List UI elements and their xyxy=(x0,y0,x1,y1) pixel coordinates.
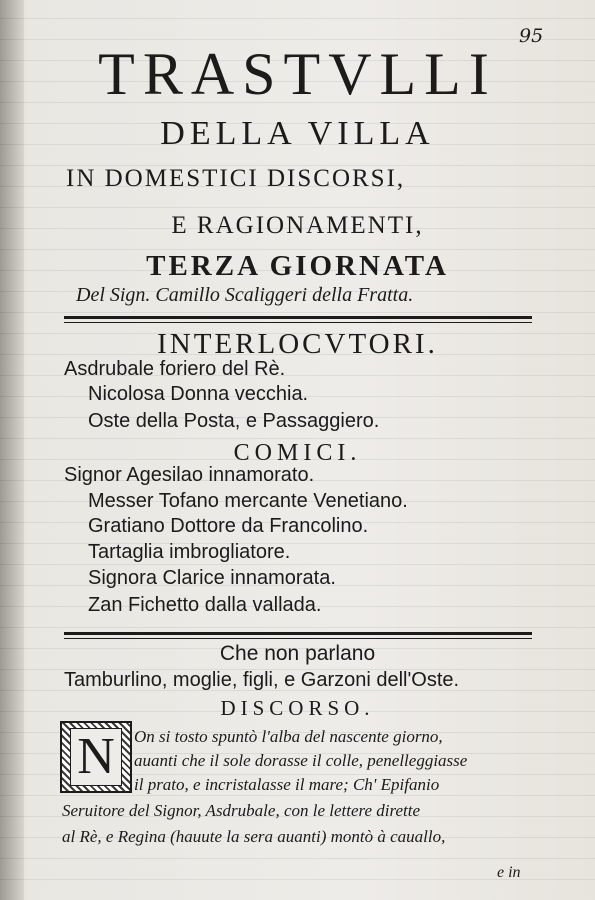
title-line-4: E RAGIONAMENTI, xyxy=(171,212,424,239)
catchword: e in xyxy=(497,864,521,881)
paragraph-line: al Rè, e Regina (hauute la sera auanti) montò à cauallo, xyxy=(62,827,446,846)
page-number: 95 xyxy=(519,25,544,47)
comico-item: Gratiano Dottore da Francolino. xyxy=(88,515,369,537)
title-line-1: TRASTVLLI xyxy=(98,41,497,107)
paragraph-line: auanti che il sole dorasse il colle, penelleggiasse xyxy=(134,751,468,770)
interlocutor-item: Nicolosa Donna vecchia. xyxy=(88,383,309,405)
paragraph-line: il prato, e incristalasse il mare; Ch' Epifanio xyxy=(134,775,440,794)
comico-item: Tartaglia imbrogliatore. xyxy=(88,541,291,563)
title-line-5: TERZA GIORNATA xyxy=(146,250,449,282)
comico-item: Messer Tofano mercante Venetiano. xyxy=(88,490,408,512)
divider-rule xyxy=(64,632,532,635)
paragraph-line: Seruitore del Signor, Asdrubale, con le lettere dirette xyxy=(62,801,421,820)
title-line-2: DELLA VILLA xyxy=(160,115,435,152)
author-line: Del Sign. Camillo Scaliggeri della Fratta. xyxy=(76,284,414,306)
title-line-3: IN DOMESTICI DISCORSI, xyxy=(66,165,406,192)
decorated-initial xyxy=(60,721,132,793)
initial-letter: N xyxy=(70,728,122,786)
interlocutor-item: Oste della Posta, e Passaggiero. xyxy=(88,410,380,432)
divider-rule xyxy=(64,316,532,319)
divider-rule-thin xyxy=(64,322,532,323)
comico-item: Signor Agesilao innamorato. xyxy=(64,464,315,486)
discorso-heading: DISCORSO. xyxy=(220,696,375,720)
paragraph-line: On si tosto spuntò l'alba del nascente giorno, xyxy=(134,727,443,746)
comico-item: Signora Clarice innamorata. xyxy=(88,567,336,589)
interlocutori-heading: INTERLOCVTORI. xyxy=(157,328,438,360)
interlocutor-item: Asdrubale foriero del Rè. xyxy=(64,358,286,380)
non-parlano-heading: Che non parlano xyxy=(219,642,376,665)
comico-item: Zan Fichetto dalla vallada. xyxy=(88,594,322,616)
comici-heading: COMICI. xyxy=(233,440,362,466)
non-parlano-text: Tamburlino, moglie, figli, e Garzoni dell'Oste. xyxy=(64,669,460,691)
divider-rule-thin xyxy=(64,638,532,639)
